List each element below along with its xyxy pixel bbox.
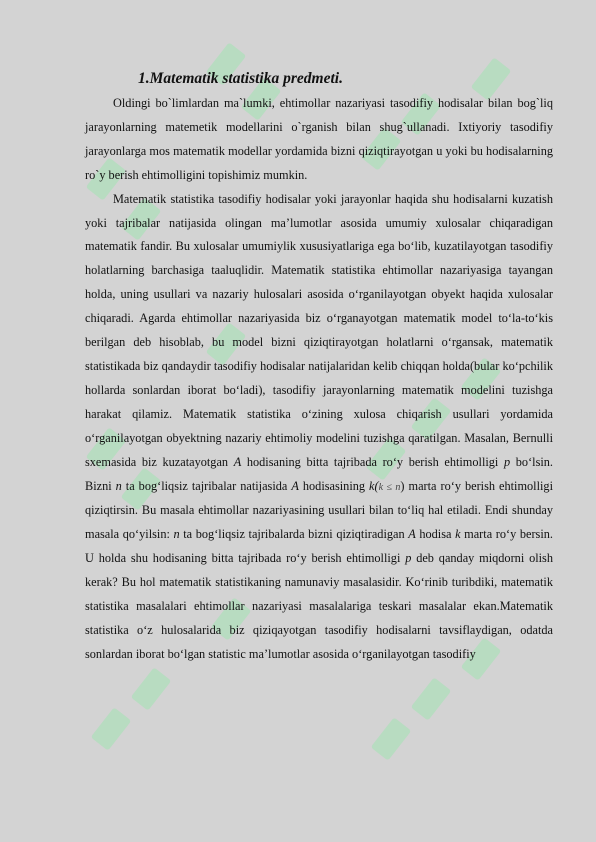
paragraph-main [85, 188, 553, 667]
variable-A: A [408, 527, 416, 542]
paragraph-intro: Oldingi bo`limlardan ma`lumki, ehtimollar nazariyasi tasodifiy hodisalar bilan bog`liq jarayonlarning matemetik modellarini o`rganish bilan shug`ullanadi. Ixtiyoriy tasodifiy jarayonlarga mos matematik modellar yordamida bizni qiziqtirayotgan u yoki bu hodisalarning ro`y berish ehtimolligini topishimiz mumkin. [85, 96, 553, 182]
expression-inner: k ≤ n [378, 481, 401, 493]
text-run: ta bog‘liqsiz tajribalar natijasida [121, 478, 292, 493]
text-run: ta bog‘liqsiz tajribalarda bizni qiziqtiradigan [179, 527, 409, 542]
text-run: deb qanday miqdorni olish kerak? Bu hol matematik statistikaning namunaviy masalasidir. Ko‘rinib turibdiki, matematik statistika masalalari ehtimollar nazariyasi masalalariga teskari masalalar ekan.Matematik statistika o‘z hulosalarida biz qiziqayotgan tasodifiy hodisalarni tavsiflaydigan, odatda sonlardan iborat bo‘lgan statistic ma’lumotlar asosida o‘rganilayotgan tasodifiy [85, 551, 553, 661]
text-run: marta ro‘y berish ehtimolligi qiziqtirsin. Bu masala ehtimollar nazariyasining usullari bilan to‘liq hal etiladi. Endi shunday masala qo‘yilsin: [85, 478, 553, 542]
expression-close: ) [400, 478, 405, 493]
text-run: hodisasining [298, 478, 370, 493]
variable-n: n [173, 527, 180, 542]
variable-A: A [291, 478, 299, 493]
variable-k: k [455, 527, 461, 542]
document-body [85, 92, 553, 667]
text-run: bo‘lsin. Bizni [85, 454, 554, 493]
text-run: Matematik statistika tasodifiy hodisalar yoki jarayonlar haqida shu hodisalarni kuzatish yoki tajribalar natijasida olingan ma’lumotlar asosida umumiy xulosalar chiqaradigan matematik fandir. Bu xulosalar umumiylik xususiyatlariga ega bo‘lib, kuzatilayotgan tasodifiy holatlarning barchasiga taaluqlidir. Matematik statistika ehtimollar nazariyasiga tayangan holda, uning usullari va nazariy hulosalari asosida o‘rganilayotgan obyekt haqida xulosalar chiqaradi. Agarda ehtimollar nazariyasida biz o‘rganayotgan matematik model to‘la-to‘kis berilgan deb hisoblab, bu model bizni qiziqtirayotgan holatlarni o‘rgansak, matematik statistikada biz qandaydir tasodifiy hodisalar natijalaridan kelib chiqqan holda(bular ko‘pchilik hollarda sonlardan iborat bo‘ladi), tasodifiy jarayonlarning matematik modelini tuzishga harakat qilamiz. Matematik statistika o‘zining xulosa chiqarish usullari yordamida o‘rganilayotgan obyektning nazariy ehtimoliy modelini tuzishga qaratilgan. Masalan, Bernulli sxemasida biz kuzatayotgan [85, 191, 553, 469]
variable-p: p [405, 551, 412, 566]
text-run: marta ro‘y bersin. U holda shu hodisaning bitta tajribada ro‘y berish ehtimolligi [85, 527, 553, 566]
variable-A: A [233, 454, 242, 469]
section-title: 1.Matematik statistika predmeti. [138, 70, 343, 87]
variable-p: p [503, 454, 511, 469]
text-run: hodisa [415, 527, 456, 542]
text-run: hodisaning bitta tajribada ro‘y berish ehtimolligi [241, 454, 504, 469]
expression-k: k( [369, 478, 379, 493]
variable-n: n [115, 478, 122, 493]
